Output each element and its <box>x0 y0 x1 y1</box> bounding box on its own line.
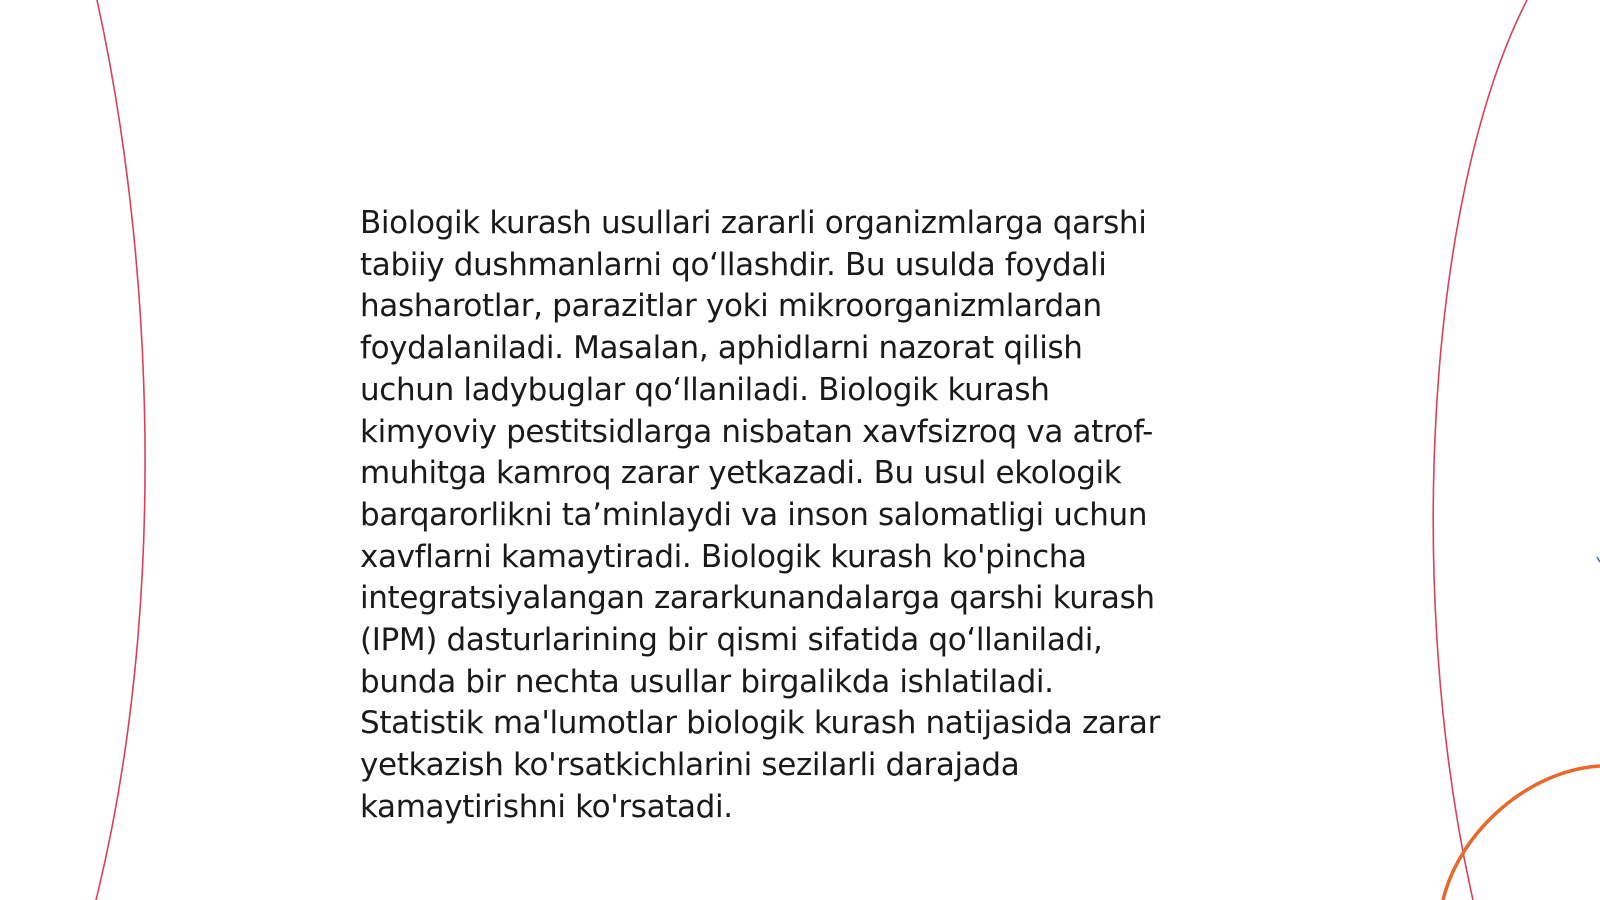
left-curve <box>96 0 145 900</box>
paragraph-line: Statistik ma'lumotlar biologik kurash natijasida zarar <box>360 705 1160 742</box>
right-curve <box>1433 0 1527 900</box>
paragraph-line: xavflarni kamaytiradi. Biologik kurash ko'pincha <box>360 538 1087 575</box>
paragraph-line: kamaytirishni ko'rsatadi. <box>360 788 733 825</box>
paragraph-line: kimyoviy pestitsidlarga nisbatan xavfsizroq va atrof- <box>360 413 1154 450</box>
paragraph-line: tabiiy dushmanlarni qoʻllashdir. Bu usulda foydali <box>360 246 1107 283</box>
paragraph-line: muhitga kamroq zarar yetkazadi. Bu usul ekologik <box>360 455 1122 492</box>
paragraph-line: foydalaniladi. Masalan, aphidlarni nazorat qilish <box>360 330 1083 367</box>
paragraph-line: (IPM) dasturlarining bir qismi sifatida qoʻllaniladi, <box>360 622 1103 659</box>
paragraph-line: Biologik kurash usullari zararli organizmlarga qarshi <box>360 205 1147 241</box>
paragraph-line: barqarorlikni taʼminlaydi va inson salomatligi uchun <box>360 496 1148 533</box>
paragraph-line: hasharotlar, parazitlar yoki mikroorganizmlardan <box>360 288 1102 325</box>
paragraph-line: yetkazish ko'rsatkichlarini sezilarli darajada <box>360 747 1020 784</box>
body-paragraph <box>360 203 1240 829</box>
paragraph-line: bunda bir nechta usullar birgalikda ishlatiladi. <box>360 663 1054 700</box>
paragraph-line: uchun ladybuglar qoʻllaniladi. Biologik kurash <box>360 371 1050 408</box>
paragraph-line: integratsiyalangan zararkunandalarga qarshi kurash <box>360 580 1155 617</box>
orange-arc <box>1443 766 1600 900</box>
